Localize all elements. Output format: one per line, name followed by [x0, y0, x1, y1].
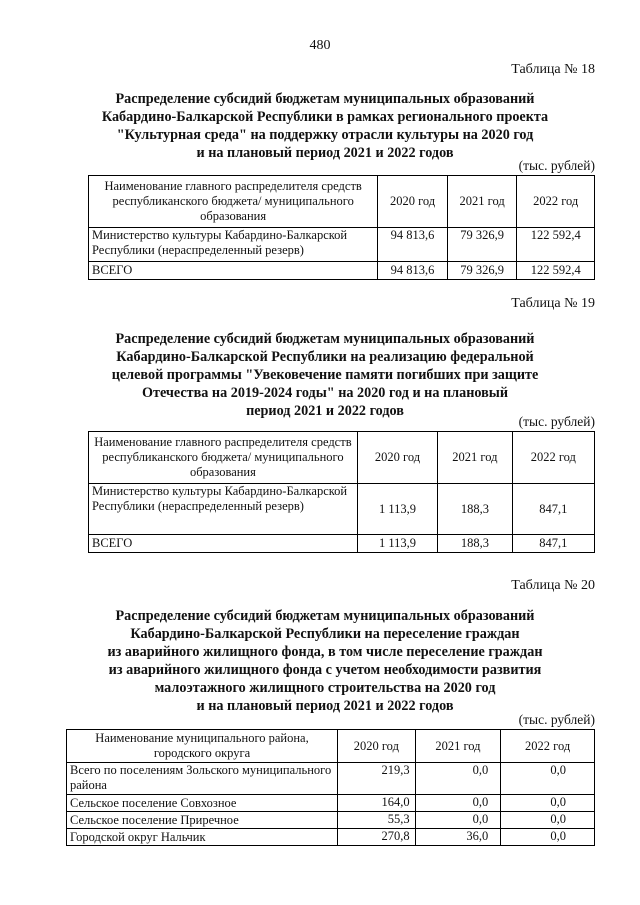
header-2020: 2020 год: [357, 432, 437, 484]
header-2022: 2022 год: [517, 176, 595, 228]
header-2021: 2021 год: [415, 730, 501, 763]
row-name: Всего по поселениям Зольского муниципального района: [67, 763, 338, 795]
table-row: [89, 228, 595, 262]
row-2020: 94 813,6: [378, 262, 448, 280]
row-2022: 0,0: [501, 829, 595, 846]
table-total-row: [89, 262, 595, 280]
row-2021: 0,0: [415, 795, 501, 812]
table-19-title: Распределение субсидий бюджетам муниципальных образований Кабардино-Балкарской Республики на реализацию федеральной целевой программы "Увековечение памяти погибших при защите Отечества на 2019-2024 годы" на 2020 год и на плановый период 2021 и 2022 годов: [111, 331, 539, 419]
table-row: [67, 795, 595, 812]
row-2021: 0,0: [415, 763, 501, 795]
table-header-row: [67, 730, 595, 763]
header-name: Наименование главного распределителя средств республиканского бюджета/ муниципального образования: [89, 432, 358, 484]
row-2021: 188,3: [438, 535, 512, 553]
row-name: Городской округ Нальчик: [67, 829, 338, 846]
row-2022: 847,1: [512, 535, 594, 553]
row-2021: 188,3: [438, 484, 512, 535]
table-19: [88, 431, 595, 553]
row-name: Министерство культуры Кабардино-Балкарской Республики (нераспределенный резерв): [89, 228, 378, 262]
table-row: [67, 812, 595, 829]
row-name: Министерство культуры Кабардино-Балкарской Республики (нераспределенный резерв): [89, 484, 358, 535]
row-2020: 270,8: [338, 829, 416, 846]
row-2022: 122 592,4: [517, 228, 595, 262]
row-2022: 0,0: [501, 763, 595, 795]
row-2022: 847,1: [512, 484, 594, 535]
table-total-row: [89, 535, 595, 553]
header-2022: 2022 год: [512, 432, 594, 484]
header-2022: 2022 год: [501, 730, 595, 763]
header-name: Наименование главного распределителя средств республиканского бюджета/ муниципального образования: [89, 176, 378, 228]
row-name: ВСЕГО: [89, 535, 358, 553]
table-row: [67, 763, 595, 795]
table-18-label: Таблица № 18: [511, 62, 595, 77]
row-2021: 79 326,9: [447, 262, 517, 280]
row-name: ВСЕГО: [89, 262, 378, 280]
row-2020: 219,3: [338, 763, 416, 795]
table-20-title: Распределение субсидий бюджетам муниципальных образований Кабардино-Балкарской Республики на переселение граждан из аварийного жилищного фонда, в том числе переселение граждан из аварийного жилищного фонда с учетом необходимости развития малоэтажного жилищного строительства на 2020 год и на плановый период 2021 и 2022 годов: [107, 608, 543, 714]
row-name: Сельское поселение Приречное: [67, 812, 338, 829]
table-20-label: Таблица № 20: [511, 578, 595, 593]
table-18: [88, 175, 595, 280]
row-2020: 164,0: [338, 795, 416, 812]
header-2020: 2020 год: [338, 730, 416, 763]
table-19-unit: (тыс. рублей): [518, 414, 595, 429]
row-2021: 36,0: [415, 829, 501, 846]
table-18-title: Распределение субсидий бюджетам муниципальных образований Кабардино-Балкарской Республики в рамках регионального проекта "Культурная среда" на поддержку отрасли культуры на 2020 год и на плановый период 2021 и 2022 годов: [101, 91, 549, 161]
row-2020: 1 113,9: [357, 484, 437, 535]
table-row: [67, 829, 595, 846]
table-18-unit: (тыс. рублей): [518, 158, 595, 173]
row-2022: 0,0: [501, 795, 595, 812]
row-2022: 122 592,4: [517, 262, 595, 280]
row-2020: 55,3: [338, 812, 416, 829]
header-2021: 2021 год: [438, 432, 512, 484]
header-2021: 2021 год: [447, 176, 517, 228]
row-2021: 79 326,9: [447, 228, 517, 262]
table-header-row: [89, 176, 595, 228]
table-20-unit: (тыс. рублей): [518, 712, 595, 727]
row-2020: 94 813,6: [378, 228, 448, 262]
row-name: Сельское поселение Совхозное: [67, 795, 338, 812]
table-20: [66, 729, 595, 846]
row-2021: 0,0: [415, 812, 501, 829]
header-2020: 2020 год: [378, 176, 448, 228]
page-number: 480: [309, 38, 331, 53]
header-name: Наименование муниципального района, городского округа: [67, 730, 338, 763]
row-2022: 0,0: [501, 812, 595, 829]
row-2020: 1 113,9: [357, 535, 437, 553]
table-row: [89, 484, 595, 535]
table-header-row: [89, 432, 595, 484]
table-19-label: Таблица № 19: [511, 296, 595, 311]
